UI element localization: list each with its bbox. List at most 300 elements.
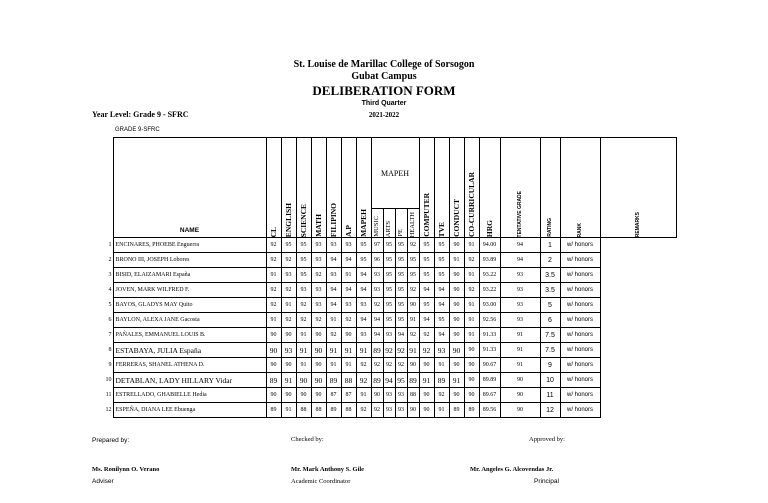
grade-cell: 93: [383, 403, 395, 418]
rating-cell: 90: [500, 388, 540, 403]
grade-cell: 95: [383, 238, 395, 253]
grade-cell: 95: [395, 283, 407, 298]
remarks-cell: w/ honors: [560, 403, 600, 418]
grade-cell: 93: [296, 283, 311, 298]
grade-cell: 93: [326, 268, 341, 283]
rating-cell: 90: [500, 373, 540, 388]
grade-cell: 94: [326, 253, 341, 268]
grade-cell: 93: [371, 283, 383, 298]
grade-cell: 90: [266, 343, 281, 358]
grade-cell: 93: [281, 268, 296, 283]
grade-cell: 93: [341, 298, 356, 313]
grade-cell: 92: [419, 328, 434, 343]
grade-cell: 95: [395, 238, 407, 253]
hrg-cell: 91: [464, 238, 479, 253]
grade-cell: 90: [341, 328, 356, 343]
approved-by-label: Approved by:: [529, 436, 565, 443]
grade-cell: 92: [266, 238, 281, 253]
rank-cell: 10: [540, 373, 560, 388]
grade-cell: 90: [449, 283, 464, 298]
tentative-grade-cell: 93.00: [479, 298, 500, 313]
rating-cell: 91: [500, 343, 540, 358]
grade-cell: 94: [371, 328, 383, 343]
grade-cell: 91: [266, 313, 281, 328]
campus-name: Gubat Campus: [351, 71, 417, 82]
tentative-grade-cell: 93.89: [479, 253, 500, 268]
remarks-cell: w/ honors: [560, 268, 600, 283]
grade-cell: 94: [326, 283, 341, 298]
remarks-cell: w/ honors: [560, 358, 600, 373]
grade-cell: 91: [419, 373, 434, 388]
tentative-grade-cell: 90.67: [479, 358, 500, 373]
grade-cell: 95: [356, 253, 371, 268]
grade-cell: 91: [296, 343, 311, 358]
hrg-cell: 92: [464, 283, 479, 298]
remarks-cell: w/ honors: [560, 343, 600, 358]
grade-cell: 91: [341, 268, 356, 283]
grade-cell: 90: [449, 358, 464, 373]
subject-header: MAPEH: [358, 209, 368, 237]
subject-header: CONDUCT: [451, 199, 461, 237]
subject-header: SCIENCE: [298, 203, 308, 237]
grade-cell: 90: [266, 358, 281, 373]
remarks-cell: w/ honors: [560, 283, 600, 298]
grade-cell: 94: [371, 313, 383, 328]
student-name: ENCINARES, PHOEBE Enguerra: [113, 238, 266, 253]
row-number: 6: [108, 317, 112, 323]
table-row: [92, 313, 676, 328]
row-number: 2: [108, 257, 112, 263]
number-header: [92, 138, 113, 238]
remarks-cell: w/ honors: [560, 328, 600, 343]
hrg-header: HRG: [484, 219, 494, 237]
rating-cell: 94: [500, 238, 540, 253]
grade-cell: 91: [281, 298, 296, 313]
grade-cell: 92: [296, 313, 311, 328]
grade-cell: 91: [449, 253, 464, 268]
coordinator-title: Academic Coordinator: [291, 478, 351, 485]
subject-header: MATH: [313, 214, 323, 237]
grade-cell: 90: [311, 373, 326, 388]
grade-cell: 92: [371, 298, 383, 313]
grade-cell: 94: [341, 283, 356, 298]
grade-cell: 93: [341, 238, 356, 253]
school-name: St. Louise de Marillac College of Sorsogon: [293, 59, 475, 70]
grade-cell: 89: [407, 373, 419, 388]
grade-cell: 93: [311, 298, 326, 313]
grade-cell: 90: [266, 388, 281, 403]
grade-cell: 91: [407, 343, 419, 358]
grade-cell: 92: [371, 403, 383, 418]
deliberation-table: [92, 137, 677, 418]
grade-cell: 95: [434, 238, 449, 253]
student-name: ESTABAYA, JULIA España: [113, 343, 266, 358]
grade-cell: 87: [326, 388, 341, 403]
grade-cell: 91: [281, 403, 296, 418]
grade-cell: 93: [311, 238, 326, 253]
subject-header: A.P: [343, 225, 353, 237]
grade-cell: 90: [407, 358, 419, 373]
row-number: 3: [108, 272, 112, 278]
table-row: [92, 388, 676, 403]
grade-cell: 95: [383, 298, 395, 313]
grade-cell: 92: [281, 283, 296, 298]
mapeh-subheader: HEALTH: [408, 211, 416, 237]
tentative-grade-header: TENTATIVE GRADE: [516, 190, 523, 237]
subject-header: COMPUTER: [421, 193, 431, 237]
grade-cell: 92: [281, 253, 296, 268]
row-number: 4: [108, 287, 112, 293]
hrg-cell: 91: [464, 298, 479, 313]
grade-cell: 88: [341, 373, 356, 388]
grade-cell: 91: [266, 268, 281, 283]
grade-cell: 93: [281, 343, 296, 358]
hrg-cell: 90: [464, 388, 479, 403]
student-name: BISID, ELAIZAMARI España: [113, 268, 266, 283]
rating-cell: 93: [500, 283, 540, 298]
row-number: 11: [105, 392, 112, 398]
row-number: 9: [108, 362, 112, 368]
rank-cell: 7.5: [540, 343, 560, 358]
quarter-label: Third Quarter: [361, 100, 407, 107]
grade-cell: 89: [266, 403, 281, 418]
grade-cell: 91: [341, 358, 356, 373]
grade-cell: 94: [434, 328, 449, 343]
table-row: [92, 238, 676, 253]
remarks-cell: w/ honors: [560, 298, 600, 313]
rank-cell: 11: [540, 388, 560, 403]
rank-cell: 9: [540, 358, 560, 373]
tentative-grade-cell: 93.22: [479, 283, 500, 298]
subject-header: ENGLISH: [283, 202, 293, 237]
rating-cell: 93: [500, 268, 540, 283]
remarks-cell: w/ honors: [560, 388, 600, 403]
grade-cell: 91: [434, 403, 449, 418]
grade-cell: 92: [296, 298, 311, 313]
grade-cell: 94: [356, 313, 371, 328]
grade-cell: 89: [449, 403, 464, 418]
grade-cell: 92: [383, 343, 395, 358]
form-title: DELIBERATION FORM: [312, 83, 456, 98]
adviser-title: Adviser: [92, 478, 114, 485]
grade-cell: 89: [434, 373, 449, 388]
rating-cell: 91: [500, 328, 540, 343]
grade-cell: 92: [419, 343, 434, 358]
grade-cell: 95: [395, 313, 407, 328]
grade-cell: 92: [266, 283, 281, 298]
grade-cell: 93: [383, 328, 395, 343]
student-name: ESPEÑA, DIANA LEE Ebuenga: [113, 403, 266, 418]
rank-cell: 7.5: [540, 328, 560, 343]
grade-cell: 91: [434, 358, 449, 373]
grade-cell: 90: [449, 238, 464, 253]
grade-cell: 95: [419, 268, 434, 283]
hrg-cell: 90: [464, 358, 479, 373]
subject-header: CL: [268, 226, 278, 237]
grade-cell: 91: [326, 313, 341, 328]
grade-cell: 92: [407, 238, 419, 253]
remarks-cell: w/ honors: [560, 313, 600, 328]
tentative-grade-cell: 89.56: [479, 403, 500, 418]
grade-cell: 94: [356, 268, 371, 283]
grade-cell: 90: [266, 328, 281, 343]
grade-cell: 93: [383, 388, 395, 403]
grade-cell: 92: [311, 268, 326, 283]
rank-cell: 3.5: [540, 268, 560, 283]
grade-cell: 90: [281, 328, 296, 343]
grade-cell: 93: [395, 403, 407, 418]
grade-cell: 90: [419, 403, 434, 418]
prepared-by-label: Prepared by:: [92, 437, 130, 444]
grade-cell: 94: [356, 283, 371, 298]
grade-cell: 91: [281, 373, 296, 388]
grade-cell: 90: [296, 373, 311, 388]
hrg-cell: 90: [464, 343, 479, 358]
row-number: 8: [108, 347, 112, 353]
row-number: 7: [108, 332, 112, 338]
grade-cell: 93: [356, 298, 371, 313]
rank-header: RANK: [576, 222, 583, 237]
tentative-grade-cell: 91.33: [479, 328, 500, 343]
table-row: [92, 373, 676, 388]
student-name: DETABLAN, LADY HILLARY Vidar: [113, 373, 266, 388]
grade-cell: 92: [281, 313, 296, 328]
table-row: [92, 268, 676, 283]
rating-cell: 91: [500, 358, 540, 373]
mapeh-subheader: ARTS: [384, 220, 392, 237]
subject-header: CO-CURRICULAR: [466, 172, 476, 237]
mapeh-subheader: MUSIC: [372, 216, 380, 237]
grade-cell: 90: [449, 298, 464, 313]
grade-cell: 90: [281, 388, 296, 403]
student-name: PAÑALES, EMMANUEL LOUIS B.: [113, 328, 266, 343]
grade-cell: 92: [266, 298, 281, 313]
grade-cell: 92: [395, 343, 407, 358]
grade-cell: 94: [341, 253, 356, 268]
grade-cell: 94: [395, 328, 407, 343]
grade-cell: 97: [371, 238, 383, 253]
rating-cell: 93: [500, 313, 540, 328]
rank-cell: 12: [540, 403, 560, 418]
adviser-name: Ms. Ronilynn O. Verano: [92, 466, 160, 473]
grade-cell: 93: [395, 388, 407, 403]
grade-cell: 92: [407, 328, 419, 343]
grade-cell: 90: [311, 388, 326, 403]
checked-by-label: Checked by:: [291, 436, 324, 443]
grade-cell: 90: [419, 358, 434, 373]
grade-cell: 95: [383, 283, 395, 298]
grade-cell: 92: [356, 403, 371, 418]
grade-cell: 95: [395, 298, 407, 313]
grade-cell: 91: [326, 358, 341, 373]
grade-cell: 89: [266, 373, 281, 388]
hrg-cell: 91: [464, 313, 479, 328]
grade-cell: 92: [311, 313, 326, 328]
student-name: FERRERAS, SHANEL ATHENA D.: [113, 358, 266, 373]
grade-cell: 92: [371, 358, 383, 373]
grade-label: GRADE 9-SFRC: [115, 127, 160, 133]
tentative-grade-cell: 91.33: [479, 343, 500, 358]
grade-cell: 95: [296, 253, 311, 268]
grade-cell: 89: [371, 343, 383, 358]
grade-cell: 95: [419, 298, 434, 313]
table-row: [92, 358, 676, 373]
coordinator-name: Mr. Mark Anthony S. Gile: [291, 466, 365, 473]
hrg-cell: 91: [464, 268, 479, 283]
grade-cell: 90: [449, 343, 464, 358]
grade-cell: 93: [371, 268, 383, 283]
grade-cell: 95: [281, 238, 296, 253]
grade-cell: 92: [407, 283, 419, 298]
grade-cell: 89: [371, 373, 383, 388]
table-header-row: [92, 138, 676, 209]
rank-cell: 5: [540, 298, 560, 313]
grade-cell: 94: [419, 313, 434, 328]
rank-cell: 2: [540, 253, 560, 268]
grade-cell: 90: [371, 388, 383, 403]
row-number: 1: [108, 242, 112, 248]
grade-cell: 95: [395, 268, 407, 283]
row-number: 5: [108, 302, 112, 308]
tentative-grade-cell: 89.89: [479, 373, 500, 388]
tentative-grade-cell: 89.67: [479, 388, 500, 403]
grade-cell: 96: [371, 253, 383, 268]
grade-cell: 95: [296, 238, 311, 253]
grade-cell: 90: [311, 328, 326, 343]
grade-cell: 91: [296, 328, 311, 343]
grade-cell: 93: [311, 283, 326, 298]
remarks-cell: w/ honors: [560, 253, 600, 268]
grade-cell: 88: [407, 388, 419, 403]
grade-cell: 90: [311, 358, 326, 373]
table-row: [92, 328, 676, 343]
row-number: 12: [105, 407, 112, 413]
row-number: 10: [105, 377, 112, 383]
tentative-grade-cell: 92.56: [479, 313, 500, 328]
grade-cell: 95: [407, 268, 419, 283]
grade-cell: 94: [419, 283, 434, 298]
grade-cell: 95: [434, 268, 449, 283]
grade-cell: 91: [341, 343, 356, 358]
grade-cell: 91: [326, 343, 341, 358]
mapeh-subheader: PE: [396, 229, 404, 237]
table-row: [92, 343, 676, 358]
grade-cell: 95: [434, 253, 449, 268]
table-body: [92, 238, 676, 418]
grade-cell: 93: [326, 238, 341, 253]
student-name: BRONO III, JOSEPH Lobores: [113, 253, 266, 268]
rank-cell: 1: [540, 238, 560, 253]
grade-cell: 91: [356, 343, 371, 358]
hrg-cell: 89: [464, 403, 479, 418]
grade-cell: 95: [383, 253, 395, 268]
rating-cell: 90: [500, 403, 540, 418]
grade-cell: 90: [449, 268, 464, 283]
mapeh-group-header: MAPEH: [371, 138, 419, 209]
remarks-cell: w/ honors: [560, 373, 600, 388]
grade-cell: 92: [395, 358, 407, 373]
principal-title: Principal: [534, 478, 559, 485]
grade-cell: 91: [356, 388, 371, 403]
name-header: NAME: [113, 138, 266, 238]
student-name: BAYLON, ALEXA JANE Gacosta: [113, 313, 266, 328]
grade-cell: 94: [326, 298, 341, 313]
grade-cell: 90: [407, 298, 419, 313]
grade-cell: 94: [434, 283, 449, 298]
grade-cell: 92: [341, 313, 356, 328]
hrg-cell: 91: [464, 328, 479, 343]
grade-cell: 94: [434, 298, 449, 313]
grade-cell: 87: [341, 388, 356, 403]
principal-name: Mr. Angeles G. Alcovendas Jr.: [470, 466, 554, 473]
remarks-cell: w/ honors: [560, 238, 600, 253]
grade-cell: 95: [395, 373, 407, 388]
grade-cell: 90: [419, 388, 434, 403]
grade-cell: 92: [326, 328, 341, 343]
grade-cell: 88: [341, 403, 356, 418]
grade-cell: 95: [419, 253, 434, 268]
tentative-grade-cell: 94.00: [479, 238, 500, 253]
grade-cell: 93: [434, 343, 449, 358]
grade-cell: 95: [395, 253, 407, 268]
school-year: 2021-2022: [368, 111, 400, 119]
rating-cell: 94: [500, 253, 540, 268]
grade-cell: 92: [266, 253, 281, 268]
subject-header: FILIPINO: [328, 202, 338, 237]
table-row: [92, 253, 676, 268]
grade-cell: 94: [383, 373, 395, 388]
grade-cell: 90: [296, 388, 311, 403]
student-name: ESTRELLADO, GHABIELLE Hedia: [113, 388, 266, 403]
grade-cell: 90: [311, 343, 326, 358]
rank-cell: 3.5: [540, 283, 560, 298]
grade-cell: 95: [383, 268, 395, 283]
grade-cell: 91: [407, 313, 419, 328]
grade-cell: 92: [356, 373, 371, 388]
grade-cell: 88: [296, 403, 311, 418]
grade-cell: 93: [356, 328, 371, 343]
student-name: JOVEN, MARK WILFRED F.: [113, 283, 266, 298]
grade-cell: 93: [311, 253, 326, 268]
grade-cell: 90: [407, 403, 419, 418]
grade-cell: 88: [311, 403, 326, 418]
grade-cell: 89: [326, 373, 341, 388]
grade-cell: 91: [296, 358, 311, 373]
grade-cell: 92: [356, 358, 371, 373]
grade-cell: 90: [449, 328, 464, 343]
grade-cell: 91: [449, 373, 464, 388]
grade-cell: 95: [434, 313, 449, 328]
grade-cell: 92: [383, 358, 395, 373]
grade-cell: 89: [326, 403, 341, 418]
grade-cell: 92: [434, 388, 449, 403]
grade-cell: 90: [449, 313, 464, 328]
grade-cell: 95: [383, 313, 395, 328]
grade-cell: 90: [281, 358, 296, 373]
hrg-cell: 92: [464, 253, 479, 268]
table-row: [92, 403, 676, 418]
grade-cell: 90: [449, 388, 464, 403]
table-row: [92, 283, 676, 298]
table-row: [92, 298, 676, 313]
grade-cell: 95: [407, 253, 419, 268]
hrg-cell: 90: [464, 373, 479, 388]
grade-cell: 95: [356, 238, 371, 253]
year-level: Year Level: Grade 9 - SFRC: [92, 110, 189, 119]
rating-cell: 93: [500, 298, 540, 313]
tentative-grade-cell: 93.22: [479, 268, 500, 283]
grade-cell: 95: [296, 268, 311, 283]
